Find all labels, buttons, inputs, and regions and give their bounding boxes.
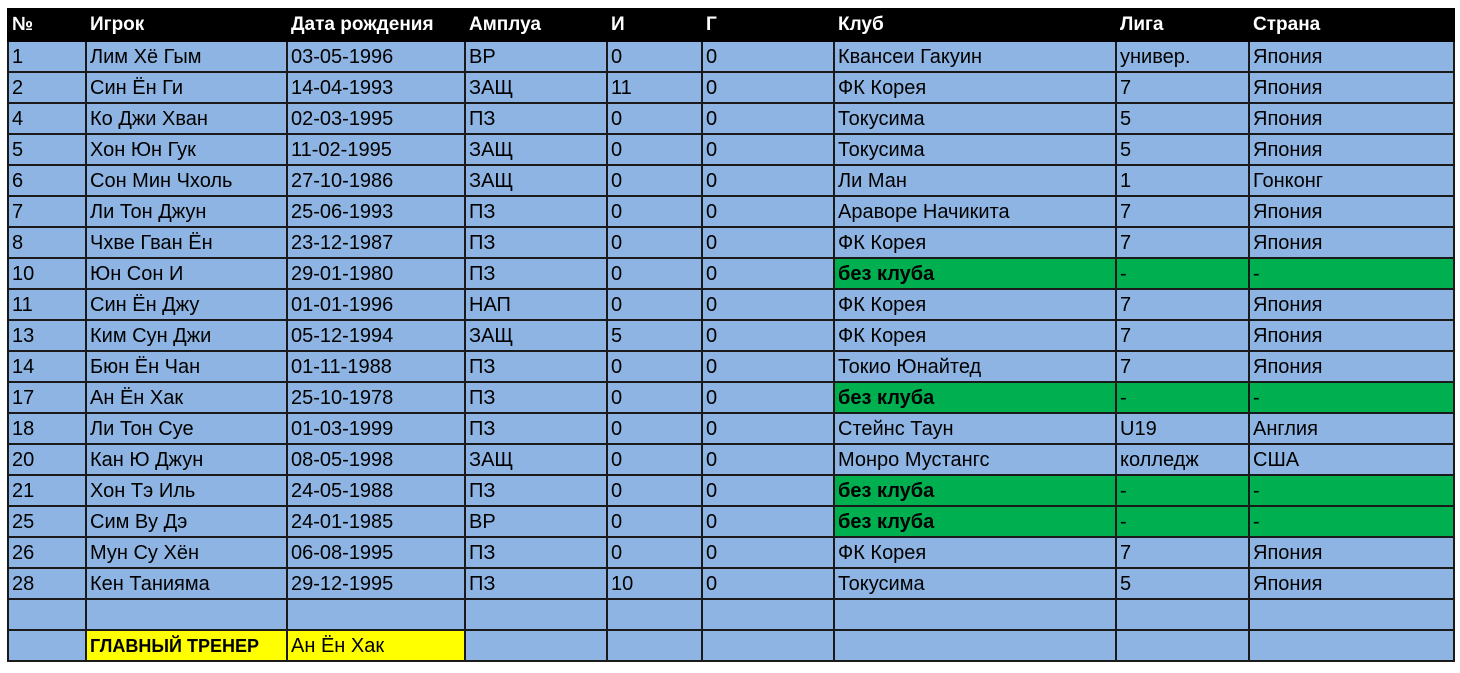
- cell-league: 7: [1116, 227, 1249, 258]
- cell-country: Гонконг: [1249, 165, 1454, 196]
- cell-games: 0: [607, 506, 702, 537]
- cell-club: ФК Корея: [834, 289, 1116, 320]
- cell-dob: 08-05-1998: [287, 444, 465, 475]
- cell-games: 0: [607, 165, 702, 196]
- cell-num: 1: [8, 41, 86, 72]
- cell-position: ПЗ: [465, 258, 607, 289]
- cell-league: -: [1116, 258, 1249, 289]
- cell-dob: 06-08-1995: [287, 537, 465, 568]
- header-dob: Дата рождения: [287, 9, 465, 41]
- header-games: И: [607, 9, 702, 41]
- cell-player: Мун Су Хён: [86, 537, 287, 568]
- cell-position: ПЗ: [465, 475, 607, 506]
- cell-country: Япония: [1249, 537, 1454, 568]
- table-row: [8, 134, 1454, 165]
- cell-player: Син Ён Джу: [86, 289, 287, 320]
- cell-num: 8: [8, 227, 86, 258]
- cell-country: Япония: [1249, 568, 1454, 599]
- cell-dob: 25-06-1993: [287, 196, 465, 227]
- empty-cell: [1116, 630, 1249, 661]
- cell-dob: 11-02-1995: [287, 134, 465, 165]
- cell-player: Кан Ю Джун: [86, 444, 287, 475]
- table-row: [8, 320, 1454, 351]
- empty-cell: [702, 599, 834, 630]
- cell-num: 17: [8, 382, 86, 413]
- coach-row: [8, 630, 1454, 661]
- cell-player: Ко Джи Хван: [86, 103, 287, 134]
- cell-player: Чхве Гван Ён: [86, 227, 287, 258]
- cell-country: -: [1249, 258, 1454, 289]
- empty-cell: [465, 630, 607, 661]
- cell-club: без клуба: [834, 382, 1116, 413]
- cell-club: Токусима: [834, 103, 1116, 134]
- cell-num: 2: [8, 72, 86, 103]
- empty-cell: [834, 599, 1116, 630]
- cell-player: Ким Сун Джи: [86, 320, 287, 351]
- roster-body: [8, 41, 1454, 661]
- cell-club: Токусима: [834, 568, 1116, 599]
- cell-player: Ли Тон Суе: [86, 413, 287, 444]
- table-row: [8, 537, 1454, 568]
- cell-position: ЗАЩ: [465, 444, 607, 475]
- cell-club: Токусима: [834, 134, 1116, 165]
- cell-dob: 01-01-1996: [287, 289, 465, 320]
- cell-goals: 0: [702, 258, 834, 289]
- cell-num: 14: [8, 351, 86, 382]
- cell-league: 7: [1116, 351, 1249, 382]
- cell-club: Токио Юнайтед: [834, 351, 1116, 382]
- cell-country: США: [1249, 444, 1454, 475]
- cell-games: 0: [607, 475, 702, 506]
- cell-games: 0: [607, 444, 702, 475]
- cell-goals: 0: [702, 134, 834, 165]
- cell-club: ФК Корея: [834, 227, 1116, 258]
- cell-goals: 0: [702, 444, 834, 475]
- cell-dob: 03-05-1996: [287, 41, 465, 72]
- cell-league: -: [1116, 382, 1249, 413]
- table-row: [8, 227, 1454, 258]
- cell-num: 13: [8, 320, 86, 351]
- cell-country: Япония: [1249, 41, 1454, 72]
- header-league: Лига: [1116, 9, 1249, 41]
- cell-goals: 0: [702, 382, 834, 413]
- cell-club: без клуба: [834, 258, 1116, 289]
- cell-league: U19: [1116, 413, 1249, 444]
- cell-position: ЗАЩ: [465, 165, 607, 196]
- cell-goals: 0: [702, 72, 834, 103]
- cell-position: ПЗ: [465, 413, 607, 444]
- empty-cell: [287, 599, 465, 630]
- cell-num: 18: [8, 413, 86, 444]
- table-row: [8, 258, 1454, 289]
- cell-games: 0: [607, 351, 702, 382]
- header-row: [8, 9, 1454, 41]
- cell-position: ПЗ: [465, 351, 607, 382]
- cell-player: Юн Сон И: [86, 258, 287, 289]
- table-row: [8, 351, 1454, 382]
- cell-league: 7: [1116, 537, 1249, 568]
- cell-goals: 0: [702, 537, 834, 568]
- cell-num: 4: [8, 103, 86, 134]
- cell-goals: 0: [702, 506, 834, 537]
- cell-position: НАП: [465, 289, 607, 320]
- cell-position: ЗАЩ: [465, 72, 607, 103]
- cell-games: 11: [607, 72, 702, 103]
- cell-country: Япония: [1249, 103, 1454, 134]
- cell-num: 7: [8, 196, 86, 227]
- coach-label: ГЛАВНЫЙ ТРЕНЕР: [86, 630, 287, 661]
- cell-games: 0: [607, 41, 702, 72]
- cell-num: 26: [8, 537, 86, 568]
- header-goals: Г: [702, 9, 834, 41]
- cell-player: Син Ён Ги: [86, 72, 287, 103]
- cell-player: Ли Тон Джун: [86, 196, 287, 227]
- cell-goals: 0: [702, 351, 834, 382]
- cell-games: 0: [607, 537, 702, 568]
- cell-num: 21: [8, 475, 86, 506]
- empty-cell: [607, 630, 702, 661]
- header-position: Амплуа: [465, 9, 607, 41]
- empty-cell: [607, 599, 702, 630]
- cell-goals: 0: [702, 289, 834, 320]
- cell-club: Араворе Начикита: [834, 196, 1116, 227]
- empty-row: [8, 599, 1454, 630]
- cell-games: 0: [607, 258, 702, 289]
- cell-country: Япония: [1249, 72, 1454, 103]
- cell-goals: 0: [702, 475, 834, 506]
- cell-goals: 0: [702, 165, 834, 196]
- cell-club: ФК Корея: [834, 72, 1116, 103]
- cell-player: Кен Танияма: [86, 568, 287, 599]
- cell-dob: 23-12-1987: [287, 227, 465, 258]
- cell-num: 25: [8, 506, 86, 537]
- cell-player: Сим Ву Дэ: [86, 506, 287, 537]
- cell-position: ПЗ: [465, 568, 607, 599]
- empty-cell: [465, 599, 607, 630]
- cell-club: без клуба: [834, 475, 1116, 506]
- cell-dob: 14-04-1993: [287, 72, 465, 103]
- table-row: [8, 475, 1454, 506]
- cell-num: 5: [8, 134, 86, 165]
- cell-club: Ли Ман: [834, 165, 1116, 196]
- cell-player: Хон Тэ Иль: [86, 475, 287, 506]
- cell-goals: 0: [702, 413, 834, 444]
- cell-games: 0: [607, 134, 702, 165]
- cell-num: 20: [8, 444, 86, 475]
- empty-cell: [1249, 630, 1454, 661]
- empty-cell: [702, 630, 834, 661]
- table-row: [8, 413, 1454, 444]
- cell-player: Бюн Ён Чан: [86, 351, 287, 382]
- cell-club: Монро Мустангс: [834, 444, 1116, 475]
- cell-player: Лим Хё Гым: [86, 41, 287, 72]
- cell-country: Япония: [1249, 134, 1454, 165]
- cell-goals: 0: [702, 196, 834, 227]
- empty-cell: [834, 630, 1116, 661]
- header-club: Клуб: [834, 9, 1116, 41]
- cell-league: 5: [1116, 568, 1249, 599]
- cell-country: -: [1249, 382, 1454, 413]
- cell-league: 5: [1116, 134, 1249, 165]
- empty-cell: [1116, 599, 1249, 630]
- cell-league: 1: [1116, 165, 1249, 196]
- empty-cell: [8, 599, 86, 630]
- cell-games: 0: [607, 413, 702, 444]
- table-row: [8, 103, 1454, 134]
- cell-num: 11: [8, 289, 86, 320]
- cell-goals: 0: [702, 41, 834, 72]
- cell-dob: 27-10-1986: [287, 165, 465, 196]
- cell-club: ФК Корея: [834, 320, 1116, 351]
- cell-position: ВР: [465, 41, 607, 72]
- cell-num: 10: [8, 258, 86, 289]
- cell-club: Квансеи Гакуин: [834, 41, 1116, 72]
- cell-dob: 02-03-1995: [287, 103, 465, 134]
- table-row: [8, 165, 1454, 196]
- cell-country: Япония: [1249, 320, 1454, 351]
- cell-position: ПЗ: [465, 382, 607, 413]
- roster-table: [7, 8, 1455, 662]
- cell-games: 10: [607, 568, 702, 599]
- cell-country: -: [1249, 506, 1454, 537]
- cell-league: колледж: [1116, 444, 1249, 475]
- cell-league: 7: [1116, 289, 1249, 320]
- cell-games: 0: [607, 103, 702, 134]
- cell-position: ВР: [465, 506, 607, 537]
- cell-league: универ.: [1116, 41, 1249, 72]
- cell-position: ЗАЩ: [465, 320, 607, 351]
- cell-position: ПЗ: [465, 196, 607, 227]
- cell-country: Япония: [1249, 351, 1454, 382]
- table-row: [8, 72, 1454, 103]
- cell-dob: 29-01-1980: [287, 258, 465, 289]
- cell-goals: 0: [702, 568, 834, 599]
- cell-goals: 0: [702, 227, 834, 258]
- table-row: [8, 506, 1454, 537]
- coach-name: Ан Ён Хак: [287, 630, 465, 661]
- cell-club: ФК Корея: [834, 537, 1116, 568]
- cell-dob: 29-12-1995: [287, 568, 465, 599]
- table-row: [8, 196, 1454, 227]
- cell-player: Хон Юн Гук: [86, 134, 287, 165]
- cell-goals: 0: [702, 103, 834, 134]
- table-row: [8, 382, 1454, 413]
- cell-league: 7: [1116, 320, 1249, 351]
- header-num: №: [8, 9, 86, 41]
- cell-num: 28: [8, 568, 86, 599]
- cell-games: 5: [607, 320, 702, 351]
- cell-club: Стейнс Таун: [834, 413, 1116, 444]
- cell-position: ПЗ: [465, 103, 607, 134]
- cell-country: Япония: [1249, 227, 1454, 258]
- cell-games: 0: [607, 227, 702, 258]
- cell-dob: 01-03-1999: [287, 413, 465, 444]
- cell-position: ПЗ: [465, 227, 607, 258]
- cell-country: -: [1249, 475, 1454, 506]
- header-player: Игрок: [86, 9, 287, 41]
- cell-league: 7: [1116, 196, 1249, 227]
- cell-league: 7: [1116, 72, 1249, 103]
- cell-country: Япония: [1249, 196, 1454, 227]
- empty-cell: [1249, 599, 1454, 630]
- cell-dob: 05-12-1994: [287, 320, 465, 351]
- cell-dob: 01-11-1988: [287, 351, 465, 382]
- table-row: [8, 568, 1454, 599]
- cell-goals: 0: [702, 320, 834, 351]
- cell-league: -: [1116, 475, 1249, 506]
- cell-dob: 24-01-1985: [287, 506, 465, 537]
- cell-games: 0: [607, 196, 702, 227]
- cell-games: 0: [607, 382, 702, 413]
- cell-position: ПЗ: [465, 537, 607, 568]
- cell-games: 0: [607, 289, 702, 320]
- table-row: [8, 41, 1454, 72]
- table-row: [8, 444, 1454, 475]
- empty-cell: [8, 630, 86, 661]
- header-country: Страна: [1249, 9, 1454, 41]
- cell-dob: 25-10-1978: [287, 382, 465, 413]
- cell-league: -: [1116, 506, 1249, 537]
- cell-league: 5: [1116, 103, 1249, 134]
- cell-position: ЗАЩ: [465, 134, 607, 165]
- cell-player: Ан Ён Хак: [86, 382, 287, 413]
- cell-num: 6: [8, 165, 86, 196]
- cell-dob: 24-05-1988: [287, 475, 465, 506]
- cell-country: Англия: [1249, 413, 1454, 444]
- cell-player: Сон Мин Чхоль: [86, 165, 287, 196]
- cell-country: Япония: [1249, 289, 1454, 320]
- table-row: [8, 289, 1454, 320]
- empty-cell: [86, 599, 287, 630]
- cell-club: без клуба: [834, 506, 1116, 537]
